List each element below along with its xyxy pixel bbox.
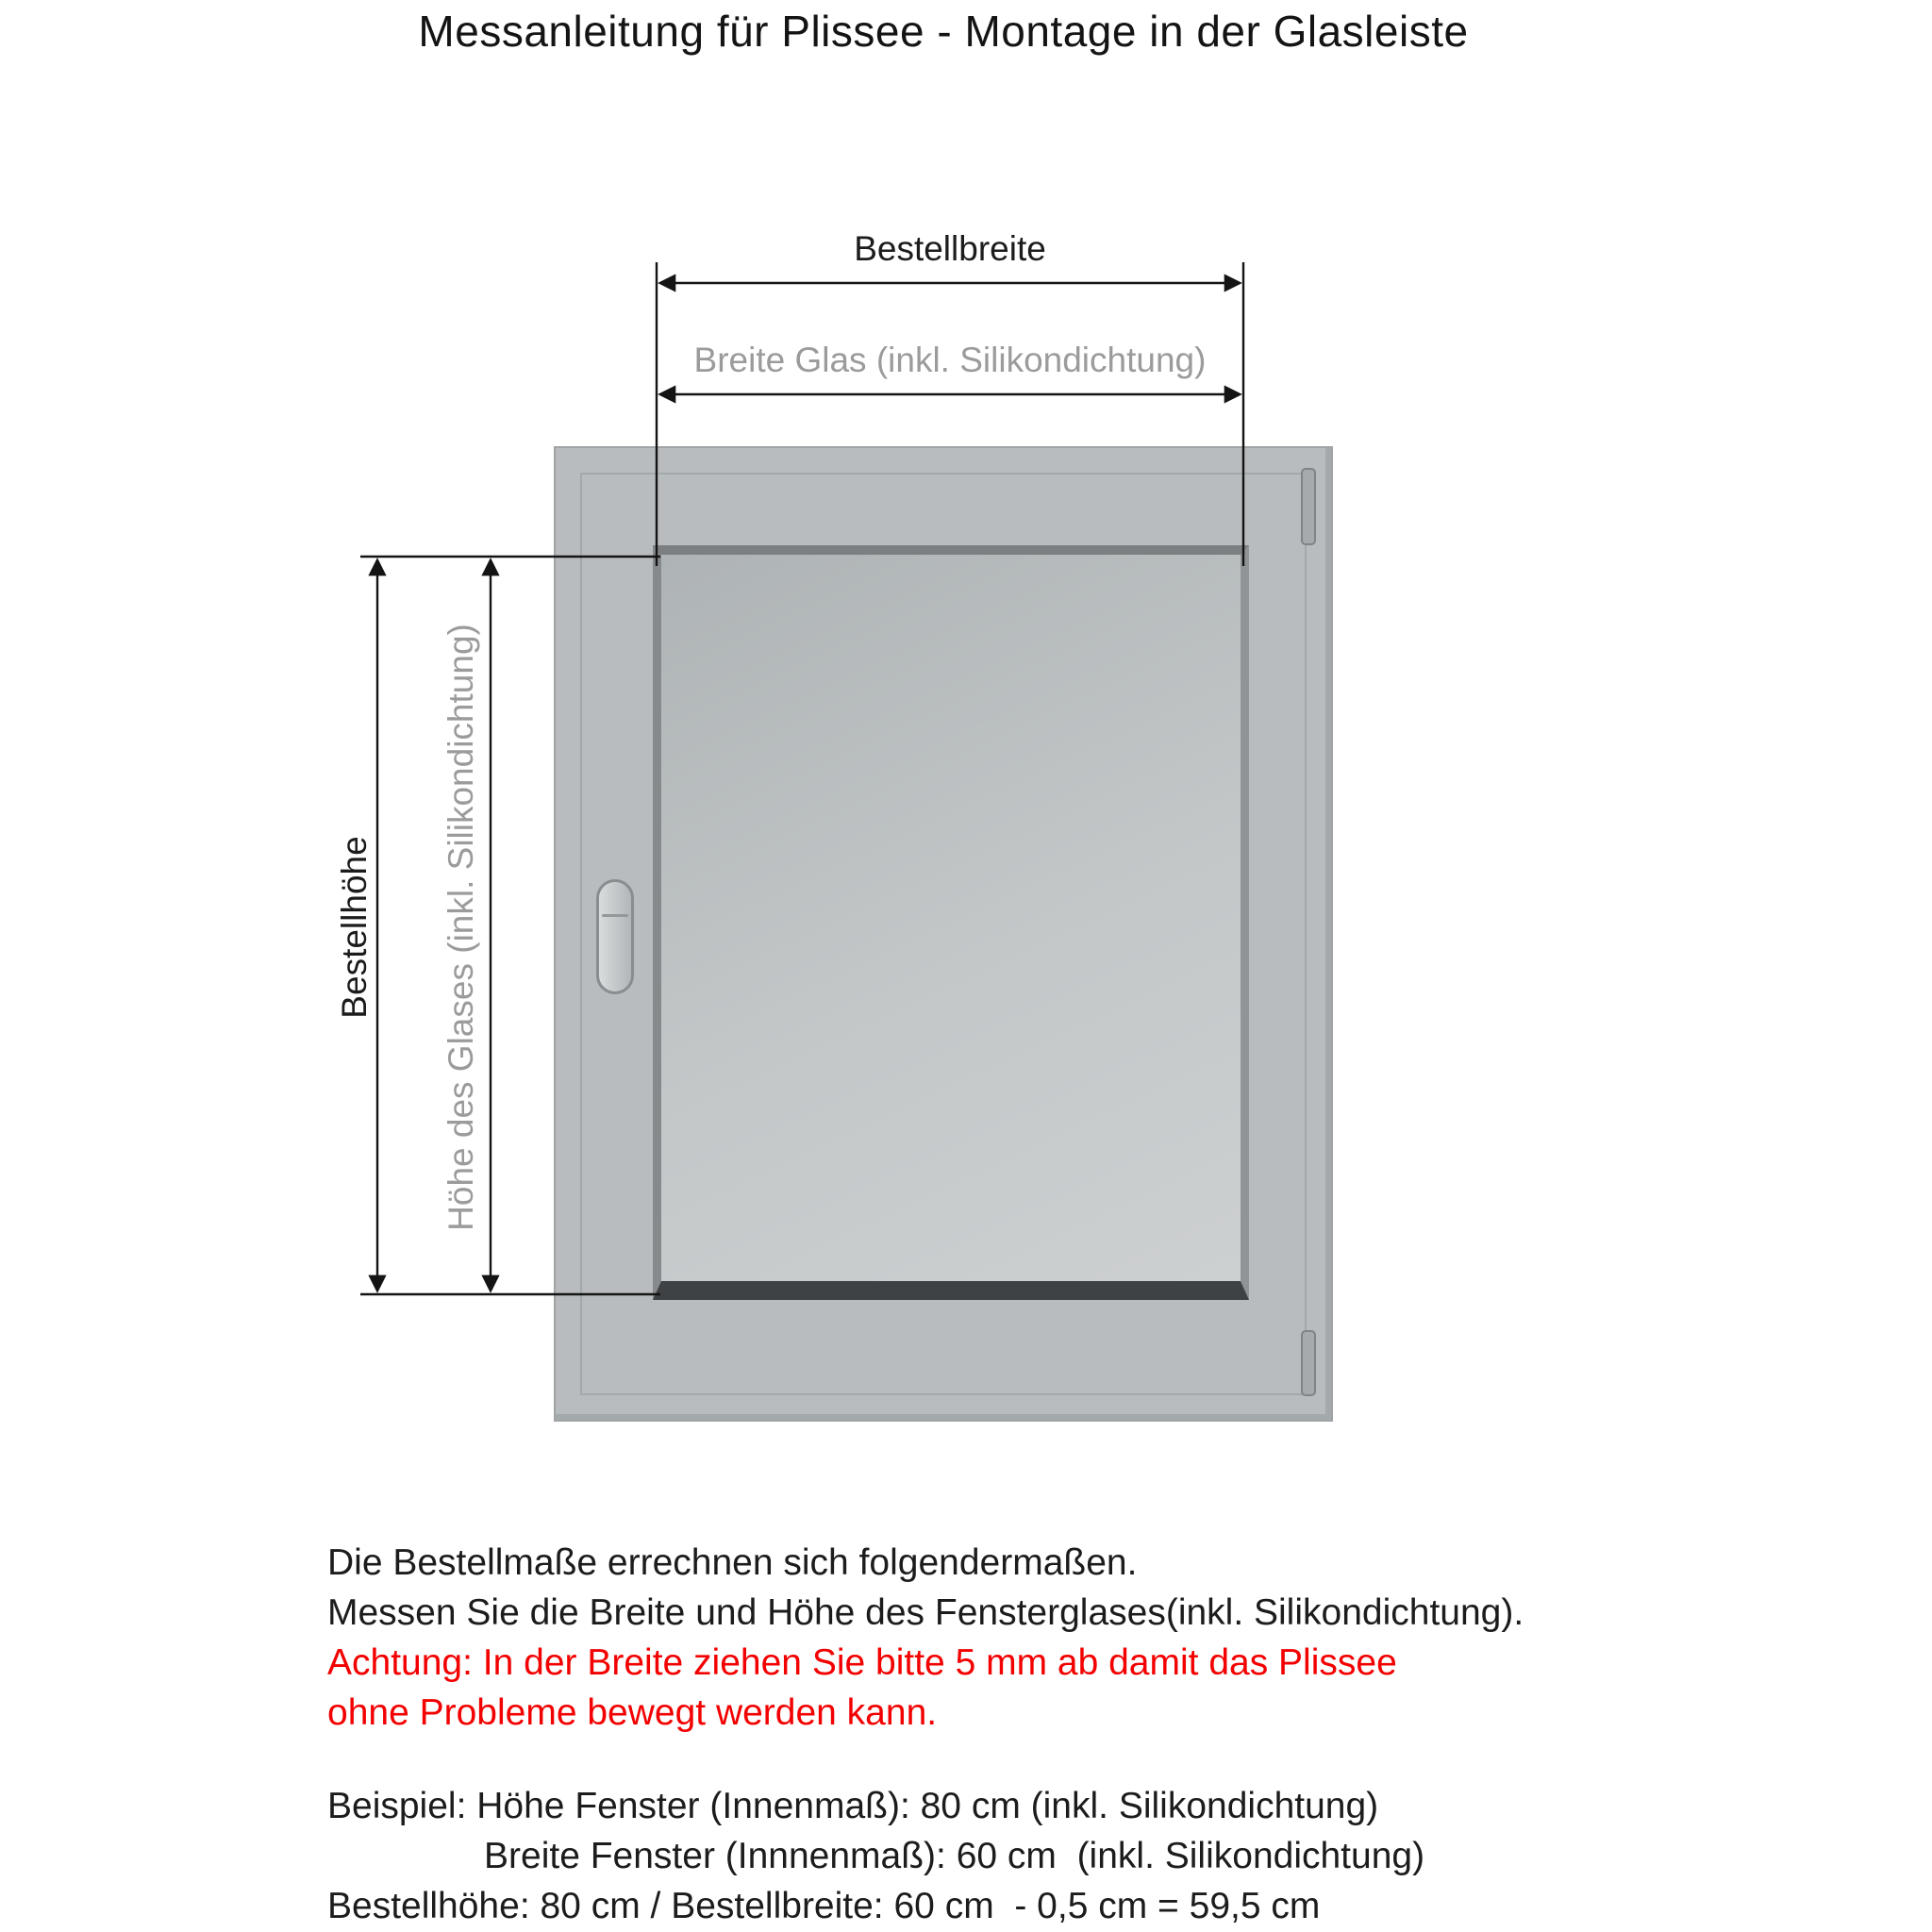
window-glass: [653, 545, 1249, 1300]
dim-label-breite-glas: Breite Glas (inkl. Silikondichtung): [693, 341, 1207, 379]
instructions-block: [327, 1538, 1885, 1931]
hinge-bottom-icon: [1301, 1330, 1316, 1396]
window-frame: [554, 446, 1333, 1422]
dim-label-bestellhoehe: Bestellhöhe: [335, 836, 374, 1019]
page-title: Messanleitung für Plissee - Montage in der Glasleiste: [418, 7, 1469, 56]
example-line-3: Bestellhöhe: 80 cm / Bestellbreite: 60 cm - 0,5 cm = 59,5 cm: [327, 1886, 1321, 1926]
dim-label-bestellbreite: Bestellbreite: [854, 229, 1046, 268]
instruction-line-1: Die Bestellmaße errechnen sich folgendermaßen.: [327, 1542, 1138, 1583]
dim-label-hoehe-glas: Höhe des Glases (inkl. Silikondichtung): [441, 624, 480, 1231]
instruction-line-2: Messen Sie die Breite und Höhe des Fensterglases(inkl. Silikondichtung).: [327, 1592, 1524, 1633]
window-handle-icon: [596, 879, 634, 994]
warning-line-2: ohne Probleme bewegt werden kann.: [327, 1692, 938, 1733]
example-line-1: Beispiel: Höhe Fenster (Innenmaß): 80 cm (inkl. Silikondichtung): [327, 1786, 1379, 1826]
hinge-top-icon: [1301, 468, 1316, 545]
example-line-2: Breite Fenster (Innnenmaß): 60 cm (inkl. Silikondichtung): [484, 1836, 1425, 1876]
warning-line-1: Achtung: In der Breite ziehen Sie bitte 5 mm ab damit das Plissee: [327, 1642, 1397, 1683]
